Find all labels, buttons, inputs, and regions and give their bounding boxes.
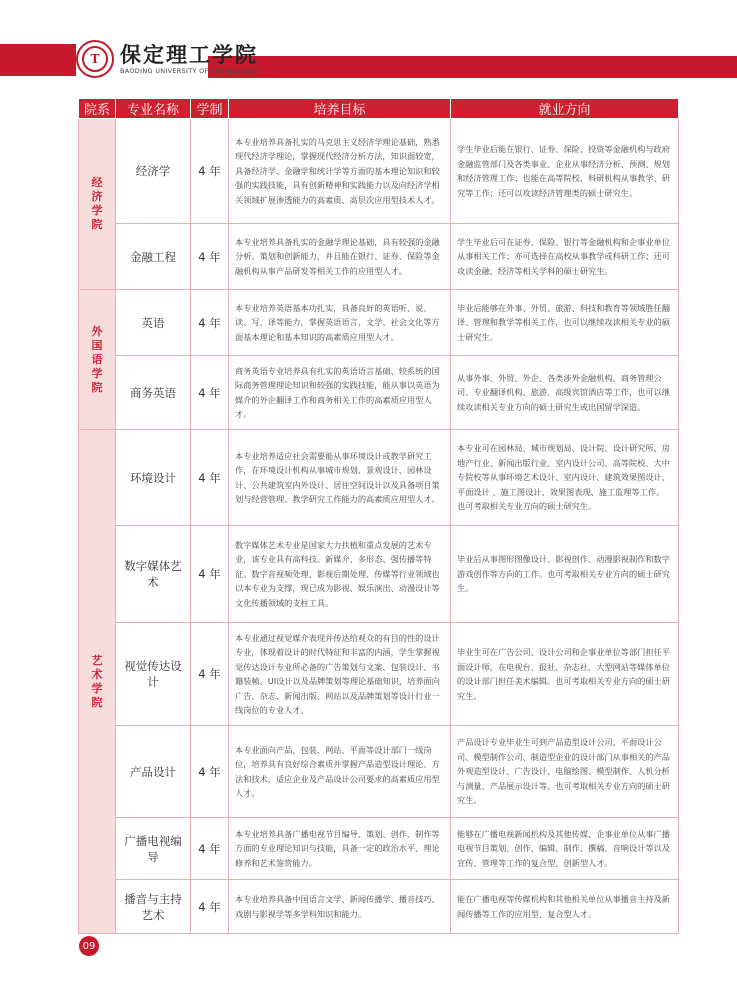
major-goal: 本专业通过视觉媒介表现并传达给观众的有目的性的设计专业，体现着设计的时代特征和丰富的内涵，学生掌握视觉传达设计专业所必备的广告策划与文案、包装设计、书籍装帧、UI设计以及品牌策划等理论基础知识，培养面向广告、杂志、新闻出版、网站以及品牌策划等设计行业一线岗位的专业人才。 bbox=[229, 623, 451, 726]
major-years: 4 年 bbox=[191, 356, 229, 430]
major-goal: 本专业培养适应社会需要能从事环境设计或教学研究工作，在环境设计机构从事城市规划、景观设计、园林设计、公共建筑室内外设计、居住空间设计以及具备项目策划与经营管理、教学研究工作能力的高素质应用型人才。 bbox=[229, 430, 451, 526]
major-years: 4 年 bbox=[191, 430, 229, 526]
dept-art: 艺术学院 bbox=[79, 430, 116, 934]
major-goal: 本专业培养英语基本功扎实，具备良好的英语听、说、读、写、译等能力，掌握英语语言、文学、社会文化等方面基本理论和基本知识的高素质应用型人才。 bbox=[229, 290, 451, 356]
table-row bbox=[79, 119, 679, 224]
table-row bbox=[79, 818, 679, 880]
major-name: 广播电视编导 bbox=[116, 818, 191, 880]
page-number: 09 bbox=[79, 936, 99, 956]
table-row bbox=[79, 623, 679, 726]
major-years: 4 年 bbox=[191, 119, 229, 224]
major-name: 产品设计 bbox=[116, 726, 191, 818]
header-job: 就业方向 bbox=[451, 99, 679, 119]
major-years: 4 年 bbox=[191, 880, 229, 934]
major-goal: 本专业面向产品、包装、网站、平面等设计部门一线岗位，培养具有良好综合素质并掌握产品造型设计理论、方法和技术，适应企业及产品设计公司要求的高素质应用型人才。 bbox=[229, 726, 451, 818]
major-name: 视觉传达设计 bbox=[116, 623, 191, 726]
header-dept: 院系 bbox=[79, 99, 116, 119]
school-logo bbox=[76, 40, 259, 78]
major-name: 数字媒体艺术 bbox=[116, 526, 191, 623]
major-job: 学生毕业后可在证券、保险、银行等金融机构和企事业单位从事相关工作；亦可选择在高校从事教学或科研工作；还可攻读金融、经济等相关学科的硕士研究生。 bbox=[451, 224, 679, 290]
major-years: 4 年 bbox=[191, 290, 229, 356]
major-job: 学生毕业后能在银行、证券、保险、投资等金融机构与政府金融监管部门及各类事业、企业从事经济分析、预测、规划和经济管理工作；也能在高等院校、科研机构从事教学、研究等工作；还可以攻读经济管理类的硕士研究生。 bbox=[451, 119, 679, 224]
major-years: 4 年 bbox=[191, 726, 229, 818]
major-name: 环境设计 bbox=[116, 430, 191, 526]
table-row bbox=[79, 526, 679, 623]
major-years: 4 年 bbox=[191, 623, 229, 726]
major-job: 本专业可在园林局、城市规划局、设计院、设计研究所、房地产行业、新闻出版行业、室内设计公司、高等院校、大中专院校等从事环境艺术设计、室内设计、建筑效果图设计、平面设计 、施工图设计、效果图表现、施工监理等工作。也可考取相关专业方向的硕士研究生。 bbox=[451, 430, 679, 526]
major-job: 能够在广播电视新闻机构及其他传媒、企事业单位从事广播电视节目策划、创作、编辑、制作、撰稿、音响设计等以及宣传、管理等工作的复合型、创新型人才。 bbox=[451, 818, 679, 880]
major-goal: 本专业培养具备扎实的马克思主义经济学理论基础，熟悉现代经济学理论，掌握现代经济分析方法，知识面较宽，具备经济学、金融学和统计学等方面的基本理论知识和较强的实践技能，具有创新精神和实践能力以及向经济学相关领域扩展渗透能力的高素质、高层次应用型技术人才。 bbox=[229, 119, 451, 224]
major-years: 4 年 bbox=[191, 224, 229, 290]
major-name: 金融工程 bbox=[116, 224, 191, 290]
header-years: 学制 bbox=[191, 99, 229, 119]
major-job: 毕业生可在广告公司、设计公司和企事业单位等部门担任平面设计师，在电视台、报社、杂志社、大型网站等媒体单位的设计部门担任美术编辑。也可考取相关专业方向的硕士研究生。 bbox=[451, 623, 679, 726]
seal-letter: T bbox=[82, 46, 108, 72]
major-goal: 商务英语专业培养具有扎实的英语语言基础、较系统的国际商务管理理论知识和较强的实践技能，能从事以英语为媒介的外企翻译工作和商务相关工作的高素质应用型人才。 bbox=[229, 356, 451, 430]
major-job: 毕业后能够在外事、外贸、旅游、科技和教育等领域胜任翻译、管理和教学等相关工作，也可以继续攻读相关专业的硕士研究生。 bbox=[451, 290, 679, 356]
major-name: 经济学 bbox=[116, 119, 191, 224]
major-goal: 数字媒体艺术专业是国家大力扶植和重点发展的艺术专业，该专业具有高科技、新媒介、多形态、强传播等特征。数字音视频处理、影视后期处理、传媒等行业领域也以本专业为支撑，现已成为影视、娱乐演出、动漫设计等文化传播领域的支柱工具。 bbox=[229, 526, 451, 623]
major-job: 从事外事、外贸、外企、各类涉外金融机构、商务管理公司、专业翻译机构、旅游、高级宾馆酒店等工作，也可以继续攻读相关专业方向的硕士研究生或出国留学深造。 bbox=[451, 356, 679, 430]
school-name-cn: 保定理工学院 bbox=[120, 42, 258, 67]
major-job: 产品设计专业毕业生可到产品造型设计公司、平面设计公司、模型制作公司、制造型企业的设计部门从事相关的产品外观造型设计、广告设计、电脑绘图、模型制作、人机分析与测量、产品展示设计等。也可考取相关专业方向的硕士研究生。 bbox=[451, 726, 679, 818]
table-header-row bbox=[79, 99, 679, 119]
major-name: 英语 bbox=[116, 290, 191, 356]
major-name: 商务英语 bbox=[116, 356, 191, 430]
header-major: 专业名称 bbox=[116, 99, 191, 119]
major-job: 毕业后从事图形图像设计、影视创作、动漫影视制作和数字游戏创作等方向的工作。也可考取相关专业方向的硕士研究生。 bbox=[451, 526, 679, 623]
table-row bbox=[79, 356, 679, 430]
major-name: 播音与主持艺术 bbox=[116, 880, 191, 934]
header-red-band-left bbox=[0, 44, 76, 76]
major-goal: 本专业培养具备扎实的金融学理论基础，具有较强的金融分析、策划和创新能力，并且能在银行、证券、保险等金融机构从事产品研发等相关工作的应用型人才。 bbox=[229, 224, 451, 290]
school-name bbox=[120, 43, 259, 75]
table-row bbox=[79, 430, 679, 526]
table-row bbox=[79, 290, 679, 356]
major-years: 4 年 bbox=[191, 818, 229, 880]
dept-lang: 外国语学院 bbox=[79, 290, 116, 430]
major-goal: 本专业培养具备广播电视节目编导、策划、创作、制作等方面的专业理论知识与技能，具备一定的政治水平、理论修养和艺术鉴赏能力。 bbox=[229, 818, 451, 880]
school-name-en: BAODING UNIVERSITY OF TECHNOLOGY bbox=[120, 67, 259, 75]
header-goal: 培养目标 bbox=[229, 99, 451, 119]
table-row bbox=[79, 726, 679, 818]
dept-econ: 经济学院 bbox=[79, 119, 116, 290]
school-seal-icon bbox=[76, 40, 114, 78]
table-row bbox=[79, 224, 679, 290]
major-years: 4 年 bbox=[191, 526, 229, 623]
table-row bbox=[79, 880, 679, 934]
major-job: 能在广播电视等传媒机构和其他相关单位从事播音主持及新闻传播等工作的应用型、复合型人才。 bbox=[451, 880, 679, 934]
header-red-band-right bbox=[208, 56, 737, 78]
major-goal: 本专业培养具备中国语言文学、新闻传播学、播音技巧、戏剧与影视学等多学科知识和能力。 bbox=[229, 880, 451, 934]
majors-table bbox=[78, 98, 679, 934]
